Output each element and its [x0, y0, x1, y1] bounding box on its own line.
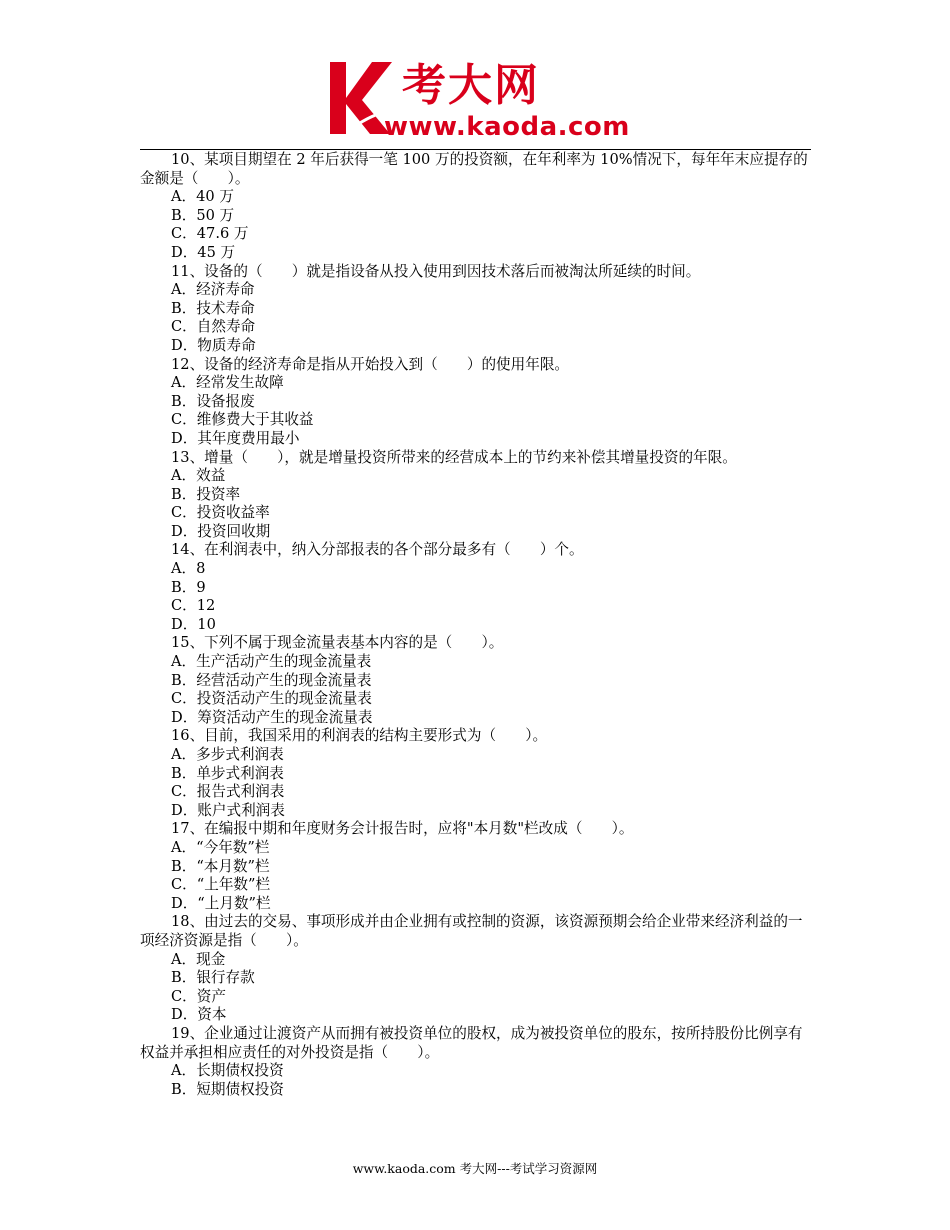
- option-b: B．银行存款: [171, 969, 255, 987]
- option-b: B．经营活动产生的现金流量表: [171, 671, 372, 689]
- question-stem: 16、目前，我国采用的利润表的结构主要形式为（ ）。: [171, 727, 548, 745]
- question-stem: 11、设备的（ ）就是指设备从投入使用到因技术落后而被淘汰所延续的时间。: [171, 262, 701, 280]
- option-b: B．“本月数”栏: [171, 857, 270, 875]
- question-stem: 18、由过去的交易、事项形成并由企业拥有或控制的资源，该资源预期会给企业带来经济利益的一项经济资源是指（ ）。: [140, 913, 803, 949]
- logo-url-text: www.kaoda.com: [384, 112, 630, 142]
- question-stem: 14、在利润表中，纳入分部报表的各个部分最多有（ ）个。: [171, 541, 584, 559]
- option-c: C．“上年数”栏: [171, 876, 271, 894]
- question-11: [140, 263, 811, 356]
- option-c: C．自然寿命: [171, 318, 256, 336]
- option-a: A．8: [171, 560, 206, 578]
- question-18: [140, 913, 811, 1025]
- option-c: C．47.6 万: [171, 225, 249, 243]
- option-c: C．报告式利润表: [171, 783, 285, 801]
- question-stem: 15、下列不属于现金流量表基本内容的是（ ）。: [171, 634, 504, 652]
- option-b: B．短期债权投资: [171, 1080, 284, 1098]
- question-17: [140, 820, 811, 913]
- question-stem: 19、企业通过让渡资产从而拥有被投资单位的股权，成为被投资单位的股东，按所持股份比例享有权益并承担相应责任的对外投资是指（ ）。: [140, 1024, 803, 1061]
- question-16: [140, 727, 811, 820]
- header-divider: [140, 149, 811, 150]
- option-b: B．50 万: [171, 206, 235, 224]
- option-a: A．经济寿命: [171, 281, 255, 299]
- question-13: [140, 449, 811, 542]
- option-d: D．“上月数”栏: [171, 894, 271, 912]
- option-a: A．多步式利润表: [171, 746, 284, 763]
- option-a: A．经常发生故障: [171, 374, 284, 392]
- question-stem: 13、增量（ ），就是增量投资所带来的经营成本上的节约来补偿其增量投资的年限。: [171, 448, 737, 466]
- option-c: C．12: [171, 597, 216, 615]
- option-a: A．40 万: [171, 188, 234, 206]
- option-c: C．维修费大于其收益: [171, 411, 314, 429]
- option-b: B．技术寿命: [171, 299, 255, 317]
- option-d: D．物质寿命: [171, 336, 256, 354]
- option-a: A．“今年数”栏: [171, 838, 270, 856]
- option-b: B．投资率: [171, 485, 241, 503]
- option-d: D．资本: [171, 1006, 227, 1024]
- question-10: [140, 151, 811, 263]
- option-b: B．设备报废: [171, 392, 255, 410]
- question-19: [140, 1025, 811, 1099]
- kaoda-logo: [326, 58, 646, 144]
- option-c: C．投资收益率: [171, 504, 270, 522]
- question-stem: 10、某项目期望在 2 年后获得一笔 100 万的投资额，在年利率为 10%情况下，每年年末应提存的金额是（ ）。: [140, 151, 808, 187]
- option-d: D．45 万: [171, 243, 236, 261]
- page-footer: www.kaoda.com 考大网---考试学习资源网: [352, 1161, 598, 1176]
- option-d: D．账户式利润表: [171, 801, 285, 819]
- question-12: [140, 356, 811, 449]
- option-d: D．筹资活动产生的现金流量表: [171, 708, 373, 726]
- option-d: D．10: [171, 615, 216, 633]
- option-a: A．长期债权投资: [171, 1062, 284, 1080]
- option-d: D．其年度费用最小: [171, 429, 300, 447]
- question-stem: 17、在编报中期和年度财务会计报告时，应将"本月数"栏改成（ ）。: [171, 820, 634, 838]
- option-b: B．单步式利润表: [171, 764, 284, 782]
- option-d: D．投资回收期: [171, 522, 271, 540]
- question-15: [140, 634, 811, 727]
- option-a: A．效益: [171, 467, 226, 485]
- option-a: A．生产活动产生的现金流量表: [171, 653, 372, 671]
- question-stem: 12、设备的经济寿命是指从开始投入到（ ）的使用年限。: [171, 355, 570, 373]
- question-list: [140, 151, 811, 1099]
- option-c: C．资产: [171, 987, 226, 1005]
- option-c: C．投资活动产生的现金流量表: [171, 690, 372, 708]
- question-14: [140, 541, 811, 634]
- logo-chinese-name: 考大网: [402, 60, 540, 111]
- option-b: B．9: [171, 578, 206, 596]
- option-a: A．现金: [171, 950, 226, 968]
